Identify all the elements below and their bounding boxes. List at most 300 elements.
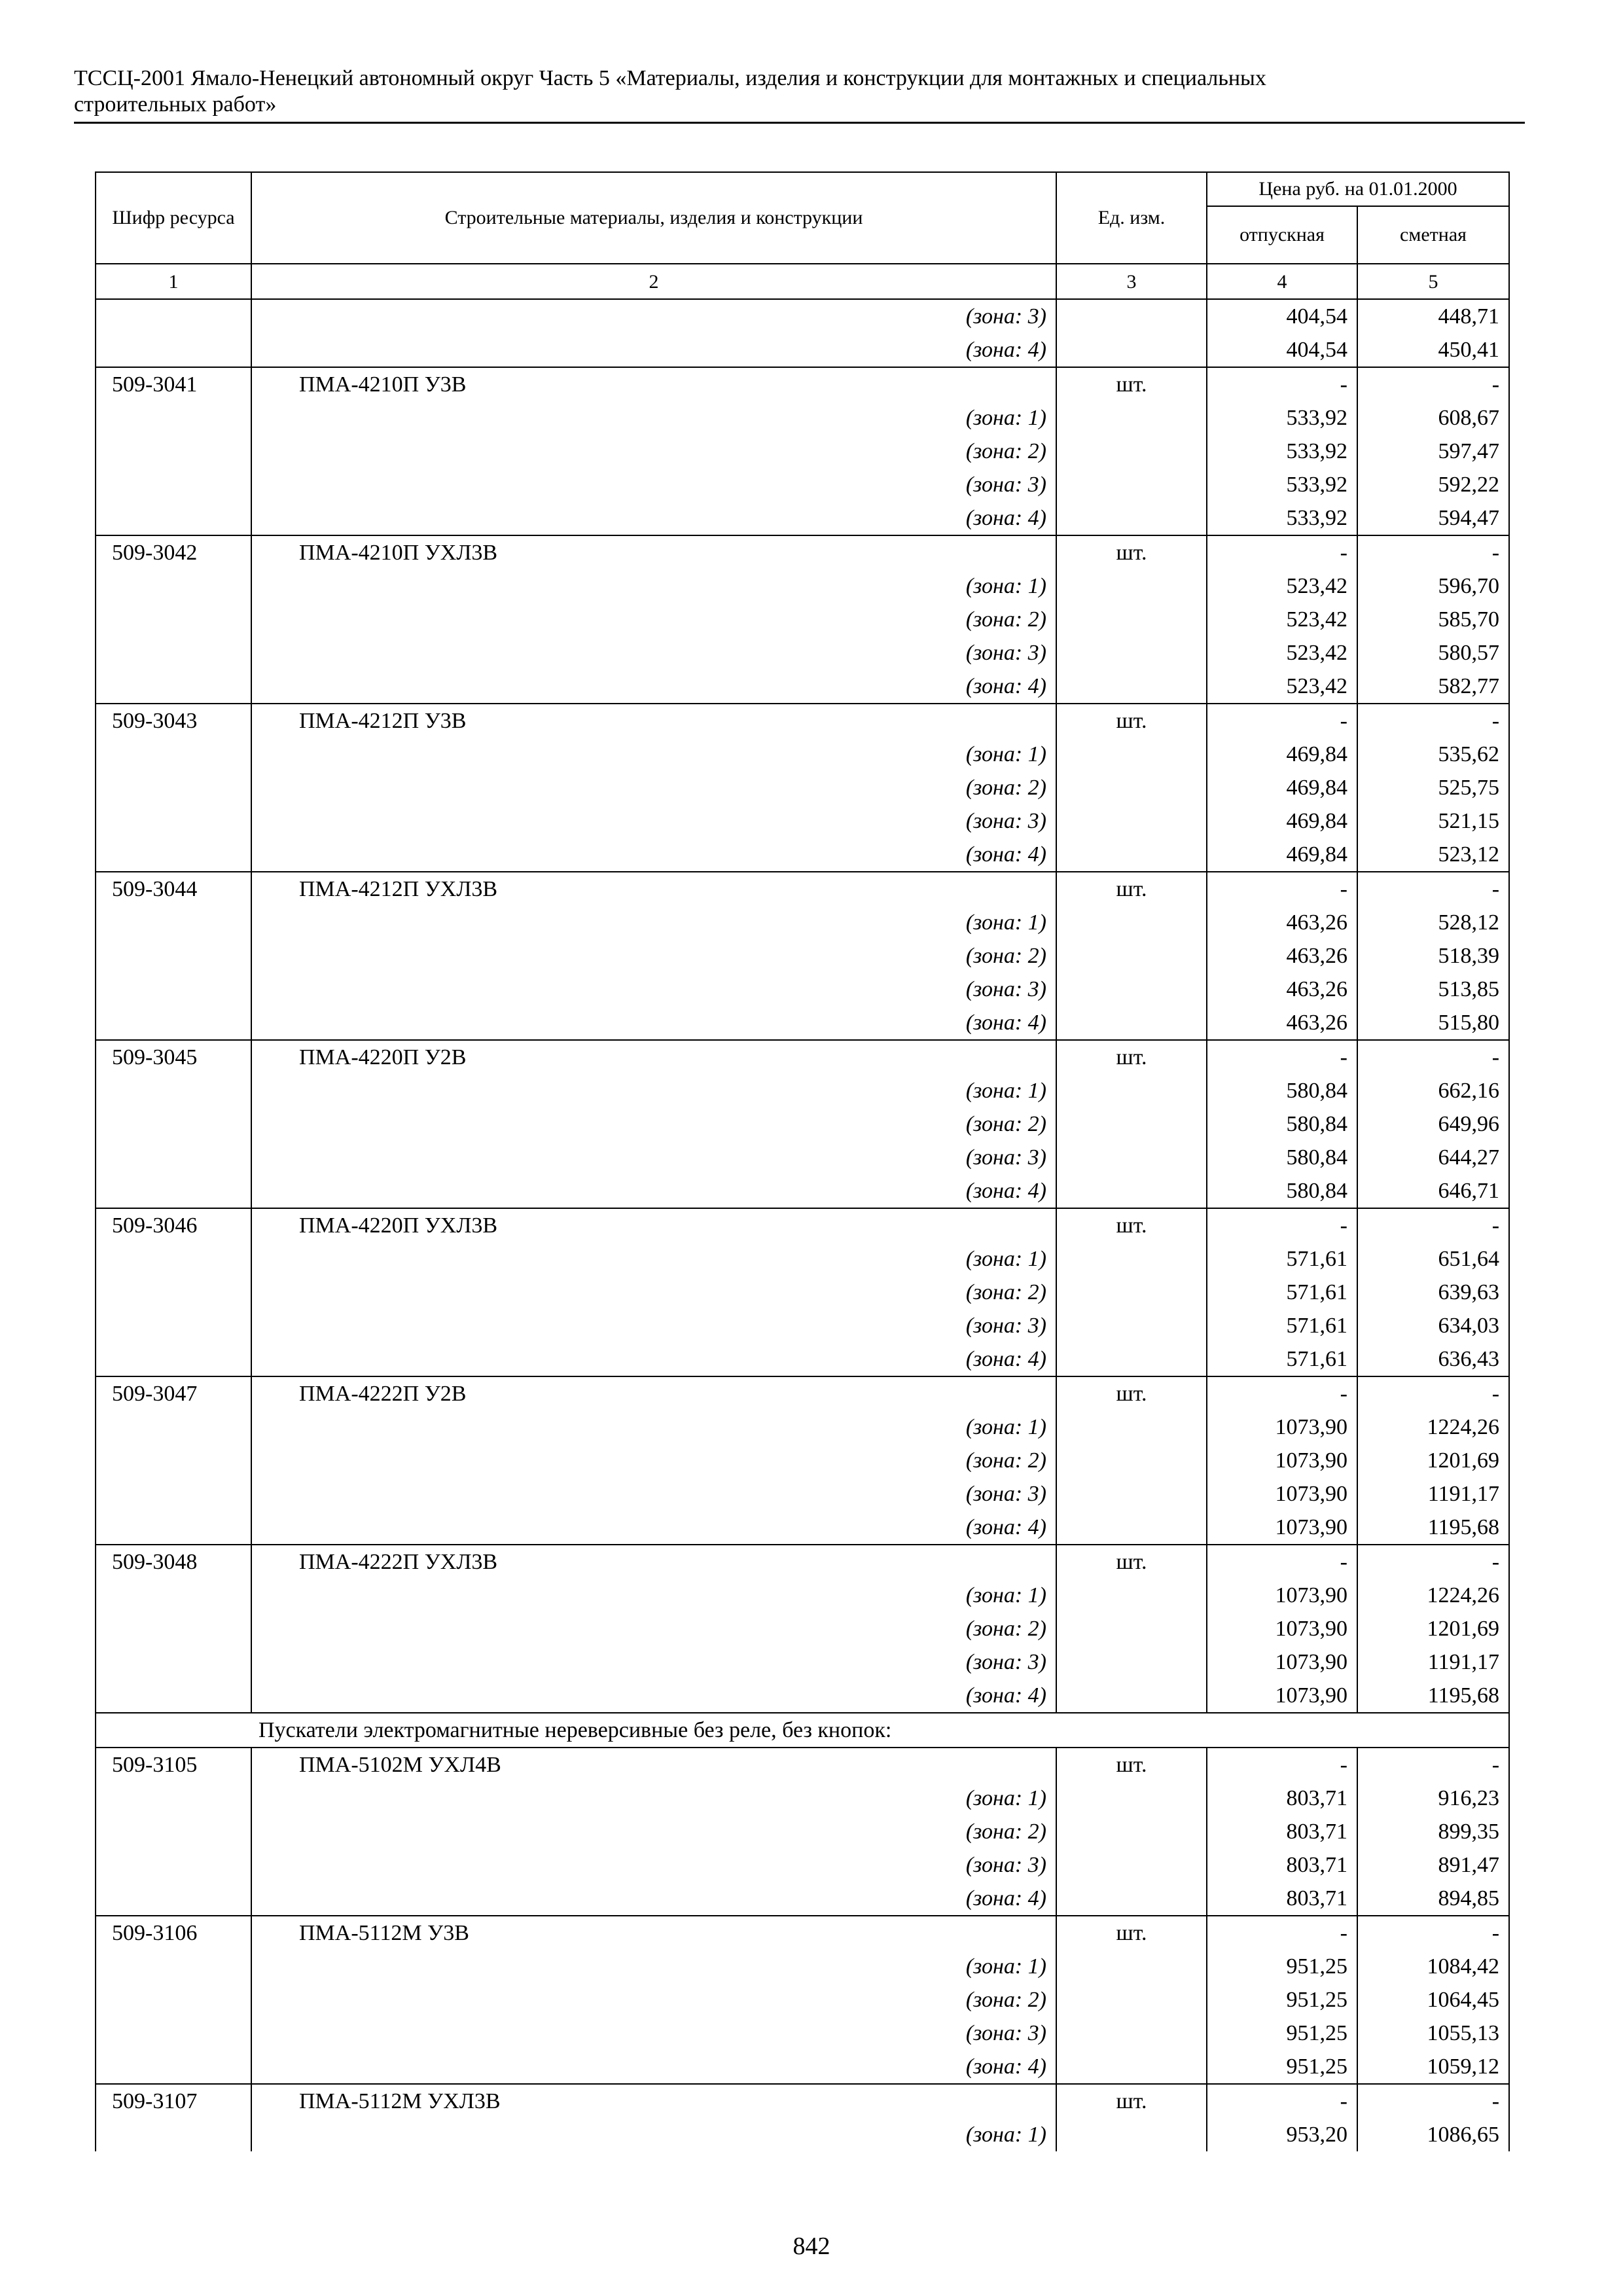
resource-code: 509-3107 bbox=[96, 2084, 251, 2118]
price-estimate: 1191,17 bbox=[1357, 1645, 1509, 1679]
price-release: 404,54 bbox=[1207, 333, 1357, 367]
unit: шт. bbox=[1056, 2084, 1207, 2118]
unit bbox=[1056, 1815, 1207, 1848]
header-price-estimate: сметная bbox=[1357, 206, 1509, 264]
table-row-zone bbox=[96, 1815, 1509, 1848]
resource-code bbox=[96, 1782, 251, 1815]
price-estimate: 1195,68 bbox=[1357, 1511, 1509, 1545]
resource-code bbox=[96, 1242, 251, 1276]
item-name: ПМА-4212П У3В bbox=[251, 704, 1056, 738]
table-row-zone bbox=[96, 1848, 1509, 1882]
price-estimate: 597,47 bbox=[1357, 435, 1509, 468]
resource-code bbox=[96, 299, 251, 333]
zone-label: (зона: 3) bbox=[251, 1477, 1056, 1511]
table-row-zone bbox=[96, 906, 1509, 939]
table-row-zone bbox=[96, 333, 1509, 367]
price-estimate: - bbox=[1357, 1748, 1509, 1782]
price-release: 951,25 bbox=[1207, 2017, 1357, 2050]
zone-label: (зона: 3) bbox=[251, 1848, 1056, 1882]
price-release: 1073,90 bbox=[1207, 1645, 1357, 1679]
table-row-zone bbox=[96, 1242, 1509, 1276]
price-estimate: 585,70 bbox=[1357, 603, 1509, 636]
price-estimate: 515,80 bbox=[1357, 1006, 1509, 1040]
zone-label: (зона: 4) bbox=[251, 1006, 1056, 1040]
price-release: 571,61 bbox=[1207, 1242, 1357, 1276]
zone-label: (зона: 4) bbox=[251, 501, 1056, 535]
table-row-zone bbox=[96, 939, 1509, 973]
price-estimate: - bbox=[1357, 704, 1509, 738]
price-release: 463,26 bbox=[1207, 906, 1357, 939]
unit bbox=[1056, 2050, 1207, 2084]
item-name: ПМА-4212П УХЛ3В bbox=[251, 872, 1056, 906]
unit bbox=[1056, 939, 1207, 973]
unit bbox=[1056, 1174, 1207, 1208]
price-release: 404,54 bbox=[1207, 299, 1357, 333]
header-line-2: строительных работ» bbox=[74, 92, 277, 117]
resource-code bbox=[96, 468, 251, 501]
unit: шт. bbox=[1056, 1376, 1207, 1410]
zone-label: (зона: 1) bbox=[251, 569, 1056, 603]
price-estimate: 651,64 bbox=[1357, 1242, 1509, 1276]
unit bbox=[1056, 1107, 1207, 1141]
resource-code bbox=[96, 1645, 251, 1679]
price-release: 469,84 bbox=[1207, 838, 1357, 872]
unit bbox=[1056, 569, 1207, 603]
price-release: - bbox=[1207, 1208, 1357, 1242]
table-row-zone bbox=[96, 1309, 1509, 1342]
price-release: 1073,90 bbox=[1207, 1612, 1357, 1645]
table-row-zone bbox=[96, 973, 1509, 1006]
unit: шт. bbox=[1056, 1748, 1207, 1782]
price-estimate: - bbox=[1357, 1916, 1509, 1950]
zone-label: (зона: 1) bbox=[251, 1579, 1056, 1612]
price-estimate: 1201,69 bbox=[1357, 1612, 1509, 1645]
price-estimate: 521,15 bbox=[1357, 804, 1509, 838]
price-estimate: 592,22 bbox=[1357, 468, 1509, 501]
zone-label: (зона: 1) bbox=[251, 1950, 1056, 1983]
zone-label: (зона: 3) bbox=[251, 2017, 1056, 2050]
section-row bbox=[96, 1713, 1509, 1748]
price-estimate: 916,23 bbox=[1357, 1782, 1509, 1815]
table-row-item bbox=[96, 1040, 1509, 1074]
column-number: 3 bbox=[1056, 264, 1207, 299]
zone-label: (зона: 3) bbox=[251, 973, 1056, 1006]
unit bbox=[1056, 333, 1207, 367]
zone-label: (зона: 4) bbox=[251, 1511, 1056, 1545]
price-estimate: 513,85 bbox=[1357, 973, 1509, 1006]
table-row-zone bbox=[96, 1612, 1509, 1645]
resource-code bbox=[96, 906, 251, 939]
header-price-release: отпускная bbox=[1207, 206, 1357, 264]
price-release: 463,26 bbox=[1207, 939, 1357, 973]
unit bbox=[1056, 1141, 1207, 1174]
price-estimate: 894,85 bbox=[1357, 1882, 1509, 1916]
table-row-zone bbox=[96, 1174, 1509, 1208]
resource-code bbox=[96, 670, 251, 704]
item-name: ПМА-5112М УХЛ3В bbox=[251, 2084, 1056, 2118]
unit bbox=[1056, 636, 1207, 670]
price-release: 571,61 bbox=[1207, 1276, 1357, 1309]
resource-code bbox=[96, 1174, 251, 1208]
item-name: ПМА-4210П УХЛ3В bbox=[251, 535, 1056, 569]
unit bbox=[1056, 1444, 1207, 1477]
table-row-zone bbox=[96, 636, 1509, 670]
price-release: 1073,90 bbox=[1207, 1579, 1357, 1612]
price-release: 523,42 bbox=[1207, 569, 1357, 603]
resource-code bbox=[96, 1511, 251, 1545]
table-row-zone bbox=[96, 1645, 1509, 1679]
table-row-zone bbox=[96, 2118, 1509, 2151]
price-estimate: 523,12 bbox=[1357, 838, 1509, 872]
resource-code bbox=[96, 1848, 251, 1882]
price-release: 533,92 bbox=[1207, 401, 1357, 435]
zone-label: (зона: 1) bbox=[251, 2118, 1056, 2151]
table-row-zone bbox=[96, 435, 1509, 468]
price-estimate: 634,03 bbox=[1357, 1309, 1509, 1342]
zone-label: (зона: 4) bbox=[251, 670, 1056, 704]
price-estimate: - bbox=[1357, 367, 1509, 401]
price-estimate: 594,47 bbox=[1357, 501, 1509, 535]
price-release: - bbox=[1207, 1545, 1357, 1579]
resource-code bbox=[96, 1579, 251, 1612]
unit: шт. bbox=[1056, 1916, 1207, 1950]
table-row-item bbox=[96, 1545, 1509, 1579]
price-release: - bbox=[1207, 535, 1357, 569]
resource-code bbox=[96, 1444, 251, 1477]
price-estimate: 899,35 bbox=[1357, 1815, 1509, 1848]
price-release: 533,92 bbox=[1207, 501, 1357, 535]
price-estimate: 639,63 bbox=[1357, 1276, 1509, 1309]
price-estimate: 1059,12 bbox=[1357, 2050, 1509, 2084]
zone-label: (зона: 4) bbox=[251, 1679, 1056, 1713]
unit bbox=[1056, 738, 1207, 771]
zone-label: (зона: 1) bbox=[251, 1410, 1056, 1444]
zone-label: (зона: 2) bbox=[251, 603, 1056, 636]
unit bbox=[1056, 1242, 1207, 1276]
price-estimate: - bbox=[1357, 2084, 1509, 2118]
table-row-zone bbox=[96, 299, 1509, 333]
price-estimate: 518,39 bbox=[1357, 939, 1509, 973]
unit bbox=[1056, 1579, 1207, 1612]
item-name: ПМА-5102М УХЛ4В bbox=[251, 1748, 1056, 1782]
item-name: ПМА-4220П УХЛ3В bbox=[251, 1208, 1056, 1242]
column-number: 5 bbox=[1357, 264, 1509, 299]
zone-label: (зона: 1) bbox=[251, 1242, 1056, 1276]
price-release: 463,26 bbox=[1207, 973, 1357, 1006]
page-number: 842 bbox=[793, 2233, 830, 2260]
zone-label: (зона: 2) bbox=[251, 1276, 1056, 1309]
price-release: 469,84 bbox=[1207, 804, 1357, 838]
price-release: 580,84 bbox=[1207, 1074, 1357, 1107]
price-estimate: 535,62 bbox=[1357, 738, 1509, 771]
table-row-zone bbox=[96, 1579, 1509, 1612]
unit bbox=[1056, 1309, 1207, 1342]
header-line-1: ТССЦ-2001 Ямало-Ненецкий автономный округ Часть 5 «Материалы, изделия и конструкции для монтажных и специальных bbox=[74, 66, 1266, 90]
table-row-item bbox=[96, 367, 1509, 401]
price-release: 1073,90 bbox=[1207, 1511, 1357, 1545]
price-release: 533,92 bbox=[1207, 468, 1357, 501]
table-row-zone bbox=[96, 771, 1509, 804]
item-name: ПМА-5112М У3В bbox=[251, 1916, 1056, 1950]
resource-code bbox=[96, 501, 251, 535]
table-row-zone bbox=[96, 1782, 1509, 1815]
unit bbox=[1056, 401, 1207, 435]
resource-code bbox=[96, 1882, 251, 1916]
zone-label: (зона: 3) bbox=[251, 468, 1056, 501]
resource-code bbox=[96, 636, 251, 670]
price-estimate: 1224,26 bbox=[1357, 1579, 1509, 1612]
price-release: 803,71 bbox=[1207, 1782, 1357, 1815]
zone-label: (зона: 4) bbox=[251, 1882, 1056, 1916]
price-release: 523,42 bbox=[1207, 670, 1357, 704]
resource-code bbox=[96, 435, 251, 468]
price-estimate: - bbox=[1357, 1040, 1509, 1074]
resource-code bbox=[96, 973, 251, 1006]
table-row-zone bbox=[96, 1882, 1509, 1916]
item-name: ПМА-4222П УХЛ3В bbox=[251, 1545, 1056, 1579]
price-estimate: - bbox=[1357, 1208, 1509, 1242]
unit: шт. bbox=[1056, 535, 1207, 569]
zone-label: (зона: 3) bbox=[251, 804, 1056, 838]
resource-code bbox=[96, 1006, 251, 1040]
unit bbox=[1056, 1983, 1207, 2017]
price-estimate: - bbox=[1357, 535, 1509, 569]
resource-code bbox=[96, 1410, 251, 1444]
price-estimate: 1064,45 bbox=[1357, 1983, 1509, 2017]
unit bbox=[1056, 906, 1207, 939]
resource-code bbox=[96, 771, 251, 804]
price-release: 1073,90 bbox=[1207, 1477, 1357, 1511]
unit: шт. bbox=[1056, 1545, 1207, 1579]
zone-label: (зона: 1) bbox=[251, 1074, 1056, 1107]
table-row-zone bbox=[96, 1410, 1509, 1444]
price-estimate: - bbox=[1357, 1376, 1509, 1410]
table-row-zone bbox=[96, 1141, 1509, 1174]
resource-code bbox=[96, 804, 251, 838]
resource-code bbox=[96, 1141, 251, 1174]
price-release: 1073,90 bbox=[1207, 1444, 1357, 1477]
item-name: ПМА-4222П У2В bbox=[251, 1376, 1056, 1410]
price-estimate: 582,77 bbox=[1357, 670, 1509, 704]
table-row-zone bbox=[96, 1006, 1509, 1040]
price-release: - bbox=[1207, 1376, 1357, 1410]
price-release: - bbox=[1207, 1916, 1357, 1950]
unit bbox=[1056, 2017, 1207, 2050]
price-release: 580,84 bbox=[1207, 1174, 1357, 1208]
zone-label: (зона: 4) bbox=[251, 838, 1056, 872]
price-estimate: 596,70 bbox=[1357, 569, 1509, 603]
column-number: 4 bbox=[1207, 264, 1357, 299]
price-release: 469,84 bbox=[1207, 738, 1357, 771]
resource-code bbox=[96, 838, 251, 872]
unit bbox=[1056, 1410, 1207, 1444]
price-estimate: 580,57 bbox=[1357, 636, 1509, 670]
price-release: 803,71 bbox=[1207, 1815, 1357, 1848]
zone-label: (зона: 3) bbox=[251, 1645, 1056, 1679]
zone-label: (зона: 4) bbox=[251, 2050, 1056, 2084]
price-estimate: 608,67 bbox=[1357, 401, 1509, 435]
resource-code: 509-3043 bbox=[96, 704, 251, 738]
price-release: - bbox=[1207, 872, 1357, 906]
table-row-item bbox=[96, 1208, 1509, 1242]
unit bbox=[1056, 670, 1207, 704]
table-row-item bbox=[96, 704, 1509, 738]
table-row-item bbox=[96, 535, 1509, 569]
unit: шт. bbox=[1056, 367, 1207, 401]
resource-code bbox=[96, 2017, 251, 2050]
unit: шт. bbox=[1056, 1208, 1207, 1242]
price-release: 1073,90 bbox=[1207, 1410, 1357, 1444]
zone-label: (зона: 2) bbox=[251, 1444, 1056, 1477]
price-release: - bbox=[1207, 704, 1357, 738]
unit bbox=[1056, 1848, 1207, 1882]
resource-code bbox=[96, 333, 251, 367]
price-release: 580,84 bbox=[1207, 1107, 1357, 1141]
table-row-zone bbox=[96, 1276, 1509, 1309]
price-estimate: 649,96 bbox=[1357, 1107, 1509, 1141]
table-row-item bbox=[96, 872, 1509, 906]
price-release: 951,25 bbox=[1207, 1950, 1357, 1983]
table-row-zone bbox=[96, 1950, 1509, 1983]
price-table bbox=[95, 171, 1510, 2151]
resource-code bbox=[96, 738, 251, 771]
table-row-zone bbox=[96, 1074, 1509, 1107]
resource-code bbox=[96, 1107, 251, 1141]
table-row-zone bbox=[96, 1679, 1509, 1713]
unit bbox=[1056, 435, 1207, 468]
table-row-zone bbox=[96, 468, 1509, 501]
price-estimate: 1084,42 bbox=[1357, 1950, 1509, 1983]
table-row-zone bbox=[96, 1983, 1509, 2017]
price-release: 571,61 bbox=[1207, 1342, 1357, 1376]
price-release: - bbox=[1207, 2084, 1357, 2118]
table-row-zone bbox=[96, 1511, 1509, 1545]
resource-code: 509-3045 bbox=[96, 1040, 251, 1074]
price-estimate: 891,47 bbox=[1357, 1848, 1509, 1882]
unit: шт. bbox=[1056, 1040, 1207, 1074]
resource-code: 509-3106 bbox=[96, 1916, 251, 1950]
price-estimate: 450,41 bbox=[1357, 333, 1509, 367]
price-estimate: 644,27 bbox=[1357, 1141, 1509, 1174]
price-release: 580,84 bbox=[1207, 1141, 1357, 1174]
unit bbox=[1056, 1645, 1207, 1679]
zone-label: (зона: 2) bbox=[251, 771, 1056, 804]
header-rule bbox=[74, 122, 1525, 124]
price-estimate: - bbox=[1357, 872, 1509, 906]
table-row-zone bbox=[96, 501, 1509, 535]
price-estimate: 636,43 bbox=[1357, 1342, 1509, 1376]
price-estimate: 448,71 bbox=[1357, 299, 1509, 333]
unit bbox=[1056, 1679, 1207, 1713]
zone-label: (зона: 2) bbox=[251, 435, 1056, 468]
table-row-zone bbox=[96, 569, 1509, 603]
price-release: 469,84 bbox=[1207, 771, 1357, 804]
price-estimate: 646,71 bbox=[1357, 1174, 1509, 1208]
zone-label: (зона: 1) bbox=[251, 906, 1056, 939]
table-row-zone bbox=[96, 738, 1509, 771]
unit bbox=[1056, 1276, 1207, 1309]
unit bbox=[1056, 501, 1207, 535]
unit bbox=[1056, 2118, 1207, 2151]
item-name: ПМА-4220П У2В bbox=[251, 1040, 1056, 1074]
header-unit: Ед. изм. bbox=[1056, 172, 1207, 264]
price-release: 571,61 bbox=[1207, 1309, 1357, 1342]
resource-code: 509-3047 bbox=[96, 1376, 251, 1410]
price-release: 803,71 bbox=[1207, 1848, 1357, 1882]
resource-code bbox=[96, 1477, 251, 1511]
unit bbox=[1056, 603, 1207, 636]
zone-label: (зона: 2) bbox=[251, 1612, 1056, 1645]
price-release: 803,71 bbox=[1207, 1882, 1357, 1916]
unit: шт. bbox=[1056, 872, 1207, 906]
header-name: Строительные материалы, изделия и конструкции bbox=[251, 172, 1056, 264]
table-row-zone bbox=[96, 2050, 1509, 2084]
price-release: 523,42 bbox=[1207, 603, 1357, 636]
resource-code bbox=[96, 2118, 251, 2151]
price-release: - bbox=[1207, 367, 1357, 401]
resource-code: 509-3041 bbox=[96, 367, 251, 401]
resource-code bbox=[96, 1679, 251, 1713]
table-row-zone bbox=[96, 2017, 1509, 2050]
price-release: 953,20 bbox=[1207, 2118, 1357, 2151]
zone-label: (зона: 3) bbox=[251, 1141, 1056, 1174]
zone-label: (зона: 2) bbox=[251, 1107, 1056, 1141]
price-release: 951,25 bbox=[1207, 2050, 1357, 2084]
table-row-zone bbox=[96, 670, 1509, 704]
unit: шт. bbox=[1056, 704, 1207, 738]
price-estimate: 1086,65 bbox=[1357, 2118, 1509, 2151]
resource-code bbox=[96, 1074, 251, 1107]
price-release: 463,26 bbox=[1207, 1006, 1357, 1040]
unit bbox=[1056, 1950, 1207, 1983]
zone-label: (зона: 2) bbox=[251, 939, 1056, 973]
unit bbox=[1056, 1782, 1207, 1815]
price-release: - bbox=[1207, 1748, 1357, 1782]
resource-code bbox=[96, 569, 251, 603]
resource-code bbox=[96, 603, 251, 636]
table-row-zone bbox=[96, 838, 1509, 872]
resource-code bbox=[96, 1342, 251, 1376]
unit bbox=[1056, 838, 1207, 872]
zone-label: (зона: 1) bbox=[251, 738, 1056, 771]
unit bbox=[1056, 771, 1207, 804]
resource-code bbox=[96, 401, 251, 435]
price-estimate: 662,16 bbox=[1357, 1074, 1509, 1107]
zone-label: (зона: 3) bbox=[251, 1309, 1056, 1342]
table-row-zone bbox=[96, 1342, 1509, 1376]
zone-label: (зона: 1) bbox=[251, 401, 1056, 435]
page-header bbox=[74, 65, 1525, 118]
zone-label: (зона: 4) bbox=[251, 333, 1056, 367]
unit bbox=[1056, 1074, 1207, 1107]
table-row-item bbox=[96, 1748, 1509, 1782]
header-price: Цена руб. на 01.01.2000 bbox=[1207, 172, 1509, 206]
zone-label: (зона: 2) bbox=[251, 1983, 1056, 2017]
resource-code bbox=[96, 1276, 251, 1309]
resource-code bbox=[96, 1983, 251, 2017]
price-release: 1073,90 bbox=[1207, 1679, 1357, 1713]
unit bbox=[1056, 1882, 1207, 1916]
table-row-zone bbox=[96, 603, 1509, 636]
price-estimate: - bbox=[1357, 1545, 1509, 1579]
table-row-zone bbox=[96, 1477, 1509, 1511]
resource-code bbox=[96, 1309, 251, 1342]
resource-code bbox=[96, 2050, 251, 2084]
table-row-item bbox=[96, 1376, 1509, 1410]
price-release: 523,42 bbox=[1207, 636, 1357, 670]
column-number-row bbox=[96, 264, 1509, 299]
price-estimate: 1055,13 bbox=[1357, 2017, 1509, 2050]
